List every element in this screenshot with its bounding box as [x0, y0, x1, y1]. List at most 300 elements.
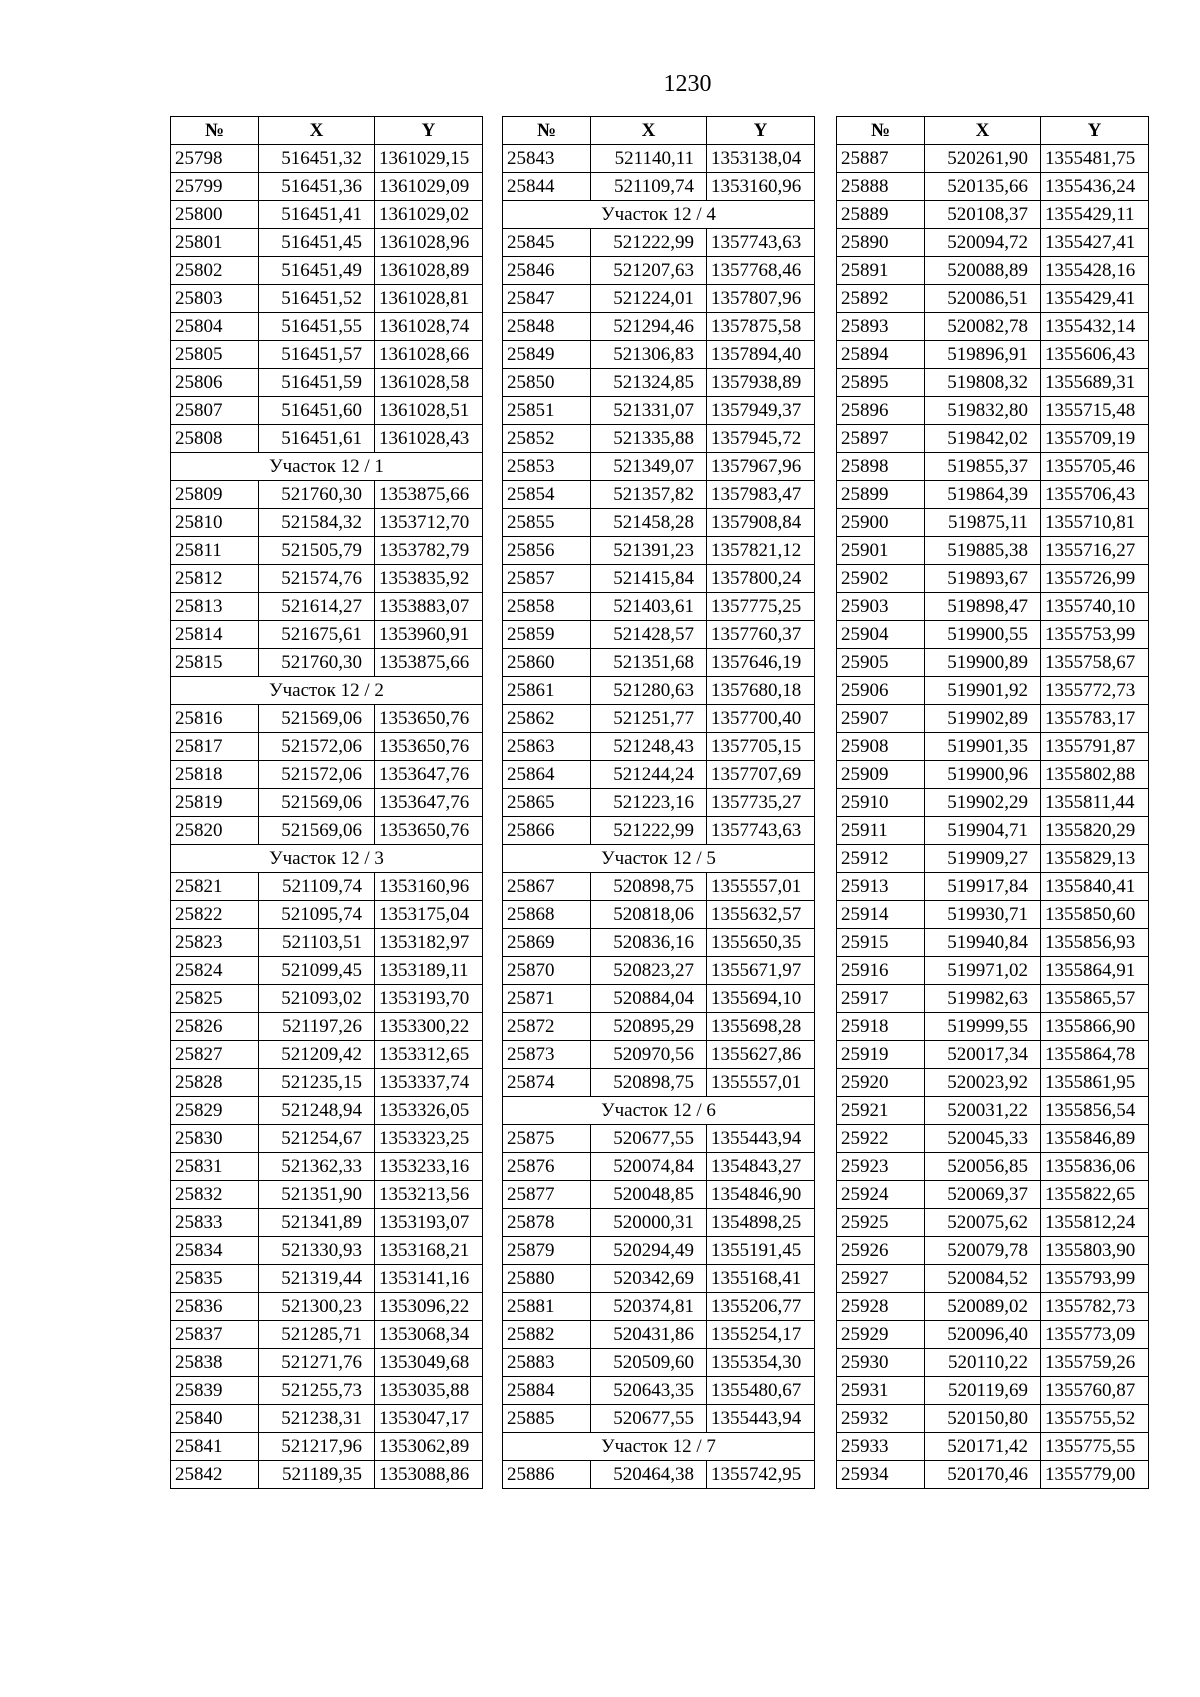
y-coordinate-cell: 1355793,99 — [1041, 1265, 1149, 1293]
point-number-cell: 25892 — [837, 285, 925, 313]
point-number-cell: 25920 — [837, 1069, 925, 1097]
table-row — [837, 257, 1149, 285]
y-coordinate-cell: 1355632,57 — [707, 901, 815, 929]
point-number-cell: 25850 — [503, 369, 591, 397]
table-row — [837, 1097, 1149, 1125]
table-row — [171, 1293, 483, 1321]
point-number-cell: 25799 — [171, 173, 259, 201]
table-row — [503, 1209, 815, 1237]
y-coordinate-cell: 1353326,05 — [375, 1097, 483, 1125]
table-row — [503, 1265, 815, 1293]
point-number-cell: 25817 — [171, 733, 259, 761]
y-coordinate-cell: 1357700,40 — [707, 705, 815, 733]
y-coordinate-cell: 1355836,06 — [1041, 1153, 1149, 1181]
point-number-cell: 25841 — [171, 1433, 259, 1461]
x-coordinate-cell: 521294,46 — [591, 313, 707, 341]
y-coordinate-cell: 1355710,81 — [1041, 509, 1149, 537]
y-coordinate-cell: 1355443,94 — [707, 1125, 815, 1153]
point-number-cell: 25897 — [837, 425, 925, 453]
table-row — [837, 1041, 1149, 1069]
point-number-cell: 25926 — [837, 1237, 925, 1265]
point-number-cell: 25866 — [503, 817, 591, 845]
x-coordinate-cell: 520884,04 — [591, 985, 707, 1013]
y-coordinate-cell: 1354846,90 — [707, 1181, 815, 1209]
point-number-cell: 25839 — [171, 1377, 259, 1405]
point-number-cell: 25930 — [837, 1349, 925, 1377]
point-number-cell: 25835 — [171, 1265, 259, 1293]
table-row — [171, 733, 483, 761]
section-row — [503, 1433, 815, 1461]
x-coordinate-cell: 519832,80 — [925, 397, 1041, 425]
point-number-cell: 25838 — [171, 1349, 259, 1377]
point-number-cell: 25883 — [503, 1349, 591, 1377]
x-coordinate-cell: 520000,31 — [591, 1209, 707, 1237]
point-number-cell: 25912 — [837, 845, 925, 873]
table-row — [837, 1405, 1149, 1433]
table-row — [171, 1041, 483, 1069]
table-row — [171, 1209, 483, 1237]
x-coordinate-cell: 521093,02 — [259, 985, 375, 1013]
x-coordinate-cell: 520509,60 — [591, 1349, 707, 1377]
section-label: Участок 12 / 4 — [503, 201, 815, 229]
y-coordinate-cell: 1355429,41 — [1041, 285, 1149, 313]
y-coordinate-cell: 1353193,70 — [375, 985, 483, 1013]
x-coordinate-cell: 520108,37 — [925, 201, 1041, 229]
table-row — [837, 341, 1149, 369]
table-row — [171, 1097, 483, 1125]
x-coordinate-cell: 520045,33 — [925, 1125, 1041, 1153]
point-number-cell: 25861 — [503, 677, 591, 705]
y-coordinate-cell: 1353650,76 — [375, 817, 483, 845]
y-coordinate-cell: 1355694,10 — [707, 985, 815, 1013]
table-row — [171, 593, 483, 621]
y-coordinate-cell: 1355779,00 — [1041, 1461, 1149, 1489]
x-coordinate-cell: 516451,45 — [259, 229, 375, 257]
x-coordinate-cell: 521271,76 — [259, 1349, 375, 1377]
table-row — [171, 173, 483, 201]
point-number-cell: 25865 — [503, 789, 591, 817]
y-coordinate-cell: 1355812,24 — [1041, 1209, 1149, 1237]
x-coordinate-cell: 521235,15 — [259, 1069, 375, 1097]
point-number-cell: 25871 — [503, 985, 591, 1013]
point-number-cell: 25830 — [171, 1125, 259, 1153]
table-row — [171, 229, 483, 257]
section-label: Участок 12 / 7 — [503, 1433, 815, 1461]
table-row — [837, 173, 1149, 201]
point-number-cell: 25872 — [503, 1013, 591, 1041]
table-row — [503, 621, 815, 649]
x-coordinate-cell: 521319,44 — [259, 1265, 375, 1293]
table-row — [503, 481, 815, 509]
table-row — [171, 1125, 483, 1153]
y-coordinate-cell: 1355755,52 — [1041, 1405, 1149, 1433]
x-coordinate-cell: 521391,23 — [591, 537, 707, 565]
point-number-cell: 25833 — [171, 1209, 259, 1237]
point-number-cell: 25913 — [837, 873, 925, 901]
table-row — [171, 761, 483, 789]
y-coordinate-cell: 1355428,16 — [1041, 257, 1149, 285]
x-coordinate-cell: 520031,22 — [925, 1097, 1041, 1125]
x-coordinate-cell: 519864,39 — [925, 481, 1041, 509]
x-coordinate-cell: 516451,61 — [259, 425, 375, 453]
y-coordinate-cell: 1357800,24 — [707, 565, 815, 593]
point-number-cell: 25919 — [837, 1041, 925, 1069]
table-row — [503, 229, 815, 257]
table-row — [837, 229, 1149, 257]
section-row — [503, 1097, 815, 1125]
x-coordinate-cell: 521189,35 — [259, 1461, 375, 1489]
point-number-cell: 25837 — [171, 1321, 259, 1349]
table-row — [837, 705, 1149, 733]
y-coordinate-cell: 1353647,76 — [375, 789, 483, 817]
point-number-cell: 25842 — [171, 1461, 259, 1489]
table-row — [837, 761, 1149, 789]
table-row — [171, 565, 483, 593]
table-row — [837, 453, 1149, 481]
point-number-cell: 25894 — [837, 341, 925, 369]
y-coordinate-cell: 1353337,74 — [375, 1069, 483, 1097]
point-number-cell: 25860 — [503, 649, 591, 677]
table-row — [837, 789, 1149, 817]
table-row — [503, 957, 815, 985]
point-number-cell: 25815 — [171, 649, 259, 677]
table-row — [837, 1125, 1149, 1153]
x-coordinate-cell: 521572,06 — [259, 733, 375, 761]
x-coordinate-cell: 520017,34 — [925, 1041, 1041, 1069]
y-coordinate-cell: 1353160,96 — [375, 873, 483, 901]
table-row — [503, 1405, 815, 1433]
table-row — [171, 1013, 483, 1041]
table-row — [503, 509, 815, 537]
point-number-cell: 25877 — [503, 1181, 591, 1209]
x-coordinate-cell: 520261,90 — [925, 145, 1041, 173]
section-row — [171, 677, 483, 705]
table-row — [503, 1125, 815, 1153]
point-number-cell: 25878 — [503, 1209, 591, 1237]
y-coordinate-cell: 1353712,70 — [375, 509, 483, 537]
y-coordinate-cell: 1355698,28 — [707, 1013, 815, 1041]
table-row — [503, 985, 815, 1013]
y-coordinate-cell: 1361029,15 — [375, 145, 483, 173]
x-coordinate-cell: 519900,96 — [925, 761, 1041, 789]
x-coordinate-cell: 521569,06 — [259, 789, 375, 817]
y-coordinate-cell: 1357646,19 — [707, 649, 815, 677]
y-coordinate-cell: 1355760,87 — [1041, 1377, 1149, 1405]
y-coordinate-cell: 1355443,94 — [707, 1405, 815, 1433]
x-coordinate-cell: 520294,49 — [591, 1237, 707, 1265]
x-coordinate-cell: 521103,51 — [259, 929, 375, 957]
table-row — [171, 901, 483, 929]
y-coordinate-cell: 1361029,09 — [375, 173, 483, 201]
table-row — [171, 705, 483, 733]
table-row — [837, 1153, 1149, 1181]
point-number-cell: 25804 — [171, 313, 259, 341]
y-coordinate-cell: 1355740,10 — [1041, 593, 1149, 621]
table-row — [171, 1237, 483, 1265]
point-number-cell: 25856 — [503, 537, 591, 565]
y-coordinate-cell: 1355742,95 — [707, 1461, 815, 1489]
x-coordinate-cell: 519902,89 — [925, 705, 1041, 733]
point-number-cell: 25864 — [503, 761, 591, 789]
y-coordinate-cell: 1353312,65 — [375, 1041, 483, 1069]
y-coordinate-cell: 1355866,90 — [1041, 1013, 1149, 1041]
x-coordinate-cell: 519999,55 — [925, 1013, 1041, 1041]
table-row — [837, 593, 1149, 621]
table-row — [503, 1321, 815, 1349]
table-row — [837, 845, 1149, 873]
y-coordinate-cell: 1361028,81 — [375, 285, 483, 313]
x-coordinate-cell: 520088,89 — [925, 257, 1041, 285]
point-number-cell: 25809 — [171, 481, 259, 509]
table-row — [503, 341, 815, 369]
x-coordinate-cell: 520084,52 — [925, 1265, 1041, 1293]
point-number-cell: 25931 — [837, 1377, 925, 1405]
y-coordinate-cell: 1355811,44 — [1041, 789, 1149, 817]
table-row — [503, 705, 815, 733]
x-coordinate-cell: 521760,30 — [259, 481, 375, 509]
point-number-cell: 25798 — [171, 145, 259, 173]
table-row — [171, 873, 483, 901]
x-coordinate-cell: 521330,93 — [259, 1237, 375, 1265]
x-coordinate-cell: 521207,63 — [591, 257, 707, 285]
point-number-cell: 25891 — [837, 257, 925, 285]
x-coordinate-cell: 521248,43 — [591, 733, 707, 761]
table-row — [837, 145, 1149, 173]
table-row — [503, 285, 815, 313]
x-coordinate-cell: 521306,83 — [591, 341, 707, 369]
point-number-cell: 25905 — [837, 649, 925, 677]
section-label: Участок 12 / 3 — [171, 845, 483, 873]
table-row — [503, 1181, 815, 1209]
table-row — [171, 145, 483, 173]
y-coordinate-cell: 1353035,88 — [375, 1377, 483, 1405]
y-coordinate-cell: 1353088,86 — [375, 1461, 483, 1489]
point-number-cell: 25819 — [171, 789, 259, 817]
table-row — [837, 425, 1149, 453]
y-coordinate-cell: 1361028,74 — [375, 313, 483, 341]
x-coordinate-cell: 519909,27 — [925, 845, 1041, 873]
table-row — [171, 509, 483, 537]
x-coordinate-cell: 520170,46 — [925, 1461, 1041, 1489]
point-number-cell: 25876 — [503, 1153, 591, 1181]
point-number-cell: 25849 — [503, 341, 591, 369]
table-row — [171, 425, 483, 453]
table-row — [837, 1433, 1149, 1461]
y-coordinate-cell: 1355856,54 — [1041, 1097, 1149, 1125]
point-number-cell: 25846 — [503, 257, 591, 285]
point-number-cell: 25847 — [503, 285, 591, 313]
point-number-cell: 25874 — [503, 1069, 591, 1097]
x-coordinate-cell: 520082,78 — [925, 313, 1041, 341]
x-coordinate-cell: 520119,69 — [925, 1377, 1041, 1405]
table-row — [503, 733, 815, 761]
x-coordinate-cell: 521255,73 — [259, 1377, 375, 1405]
y-coordinate-cell: 1357908,84 — [707, 509, 815, 537]
point-number-cell: 25855 — [503, 509, 591, 537]
table-row — [837, 621, 1149, 649]
table-row — [837, 201, 1149, 229]
x-coordinate-cell: 521331,07 — [591, 397, 707, 425]
section-label: Участок 12 / 6 — [503, 1097, 815, 1125]
point-number-cell: 25836 — [171, 1293, 259, 1321]
table-row — [837, 1069, 1149, 1097]
point-number-cell: 25934 — [837, 1461, 925, 1489]
table-row — [503, 817, 815, 845]
table-row — [171, 1321, 483, 1349]
point-number-cell: 25844 — [503, 173, 591, 201]
y-coordinate-cell: 1361028,96 — [375, 229, 483, 257]
y-coordinate-cell: 1357894,40 — [707, 341, 815, 369]
point-number-cell: 25808 — [171, 425, 259, 453]
x-coordinate-cell: 521223,16 — [591, 789, 707, 817]
table-row — [171, 1153, 483, 1181]
x-coordinate-cell: 519904,71 — [925, 817, 1041, 845]
table-row — [503, 901, 815, 929]
x-coordinate-cell: 520074,84 — [591, 1153, 707, 1181]
point-number-cell: 25814 — [171, 621, 259, 649]
y-coordinate-cell: 1353213,56 — [375, 1181, 483, 1209]
section-row — [503, 845, 815, 873]
x-coordinate-cell: 521324,85 — [591, 369, 707, 397]
table-row — [171, 1349, 483, 1377]
y-coordinate-cell: 1353875,66 — [375, 649, 483, 677]
x-coordinate-cell: 519902,29 — [925, 789, 1041, 817]
y-coordinate-cell: 1355168,41 — [707, 1265, 815, 1293]
table-row — [171, 1377, 483, 1405]
table-row — [837, 537, 1149, 565]
x-coordinate-cell: 521224,01 — [591, 285, 707, 313]
point-number-cell: 25921 — [837, 1097, 925, 1125]
x-coordinate-cell: 519885,38 — [925, 537, 1041, 565]
table-row — [171, 397, 483, 425]
y-coordinate-cell: 1355861,95 — [1041, 1069, 1149, 1097]
header-x: X — [925, 117, 1041, 145]
table-row — [503, 789, 815, 817]
x-coordinate-cell: 520150,80 — [925, 1405, 1041, 1433]
x-coordinate-cell: 519842,02 — [925, 425, 1041, 453]
table-row — [503, 1041, 815, 1069]
y-coordinate-cell: 1353233,16 — [375, 1153, 483, 1181]
point-number-cell: 25882 — [503, 1321, 591, 1349]
y-coordinate-cell: 1357983,47 — [707, 481, 815, 509]
y-coordinate-cell: 1355772,73 — [1041, 677, 1149, 705]
header-y: Y — [375, 117, 483, 145]
point-number-cell: 25911 — [837, 817, 925, 845]
point-number-cell: 25890 — [837, 229, 925, 257]
x-coordinate-cell: 520023,92 — [925, 1069, 1041, 1097]
table-row — [503, 1377, 815, 1405]
table-row — [171, 369, 483, 397]
point-number-cell: 25843 — [503, 145, 591, 173]
x-coordinate-cell: 520898,75 — [591, 873, 707, 901]
x-coordinate-cell: 521415,84 — [591, 565, 707, 593]
x-coordinate-cell: 520056,85 — [925, 1153, 1041, 1181]
x-coordinate-cell: 520677,55 — [591, 1125, 707, 1153]
y-coordinate-cell: 1353323,25 — [375, 1125, 483, 1153]
point-number-cell: 25826 — [171, 1013, 259, 1041]
point-number-cell: 25932 — [837, 1405, 925, 1433]
table-row — [837, 1349, 1149, 1377]
y-coordinate-cell: 1355689,31 — [1041, 369, 1149, 397]
y-coordinate-cell: 1355850,60 — [1041, 901, 1149, 929]
point-number-cell: 25916 — [837, 957, 925, 985]
y-coordinate-cell: 1361028,89 — [375, 257, 483, 285]
x-coordinate-cell: 521572,06 — [259, 761, 375, 789]
table-row — [503, 173, 815, 201]
y-coordinate-cell: 1353182,97 — [375, 929, 483, 957]
point-number-cell: 25880 — [503, 1265, 591, 1293]
point-number-cell: 25924 — [837, 1181, 925, 1209]
table-row — [503, 1461, 815, 1489]
y-coordinate-cell: 1355726,99 — [1041, 565, 1149, 593]
table-row — [837, 1265, 1149, 1293]
table-row — [837, 313, 1149, 341]
table-row — [503, 1153, 815, 1181]
table-row — [837, 901, 1149, 929]
y-coordinate-cell: 1355480,67 — [707, 1377, 815, 1405]
point-number-cell: 25887 — [837, 145, 925, 173]
y-coordinate-cell: 1357945,72 — [707, 425, 815, 453]
point-number-cell: 25902 — [837, 565, 925, 593]
point-number-cell: 25895 — [837, 369, 925, 397]
y-coordinate-cell: 1355822,65 — [1041, 1181, 1149, 1209]
y-coordinate-cell: 1355705,46 — [1041, 453, 1149, 481]
x-coordinate-cell: 521428,57 — [591, 621, 707, 649]
x-coordinate-cell: 520895,29 — [591, 1013, 707, 1041]
y-coordinate-cell: 1355759,26 — [1041, 1349, 1149, 1377]
x-coordinate-cell: 521099,45 — [259, 957, 375, 985]
x-coordinate-cell: 520374,81 — [591, 1293, 707, 1321]
x-coordinate-cell: 520171,42 — [925, 1433, 1041, 1461]
y-coordinate-cell: 1357680,18 — [707, 677, 815, 705]
y-coordinate-cell: 1357775,25 — [707, 593, 815, 621]
table-row — [503, 565, 815, 593]
x-coordinate-cell: 521222,99 — [591, 817, 707, 845]
x-coordinate-cell: 520089,02 — [925, 1293, 1041, 1321]
y-coordinate-cell: 1353096,22 — [375, 1293, 483, 1321]
table-row — [837, 873, 1149, 901]
y-coordinate-cell: 1355783,17 — [1041, 705, 1149, 733]
x-coordinate-cell: 519901,35 — [925, 733, 1041, 761]
point-number-cell: 25857 — [503, 565, 591, 593]
y-coordinate-cell: 1355758,67 — [1041, 649, 1149, 677]
y-coordinate-cell: 1357768,46 — [707, 257, 815, 285]
header-number: № — [171, 117, 259, 145]
point-number-cell: 25927 — [837, 1265, 925, 1293]
table-row — [837, 285, 1149, 313]
y-coordinate-cell: 1355254,17 — [707, 1321, 815, 1349]
y-coordinate-cell: 1355820,29 — [1041, 817, 1149, 845]
point-number-cell: 25828 — [171, 1069, 259, 1097]
point-number-cell: 25863 — [503, 733, 591, 761]
table-row — [837, 929, 1149, 957]
y-coordinate-cell: 1353647,76 — [375, 761, 483, 789]
section-row — [503, 201, 815, 229]
x-coordinate-cell: 521109,74 — [259, 873, 375, 901]
x-coordinate-cell: 521217,96 — [259, 1433, 375, 1461]
y-coordinate-cell: 1355775,55 — [1041, 1433, 1149, 1461]
x-coordinate-cell: 520075,62 — [925, 1209, 1041, 1237]
point-number-cell: 25933 — [837, 1433, 925, 1461]
x-coordinate-cell: 519808,32 — [925, 369, 1041, 397]
table-row — [171, 1461, 483, 1489]
coordinates-table-2 — [502, 116, 815, 1489]
x-coordinate-cell: 519930,71 — [925, 901, 1041, 929]
table-row — [503, 1069, 815, 1097]
page-number: 1230 — [663, 71, 712, 97]
point-number-cell: 25854 — [503, 481, 591, 509]
table-row — [503, 397, 815, 425]
